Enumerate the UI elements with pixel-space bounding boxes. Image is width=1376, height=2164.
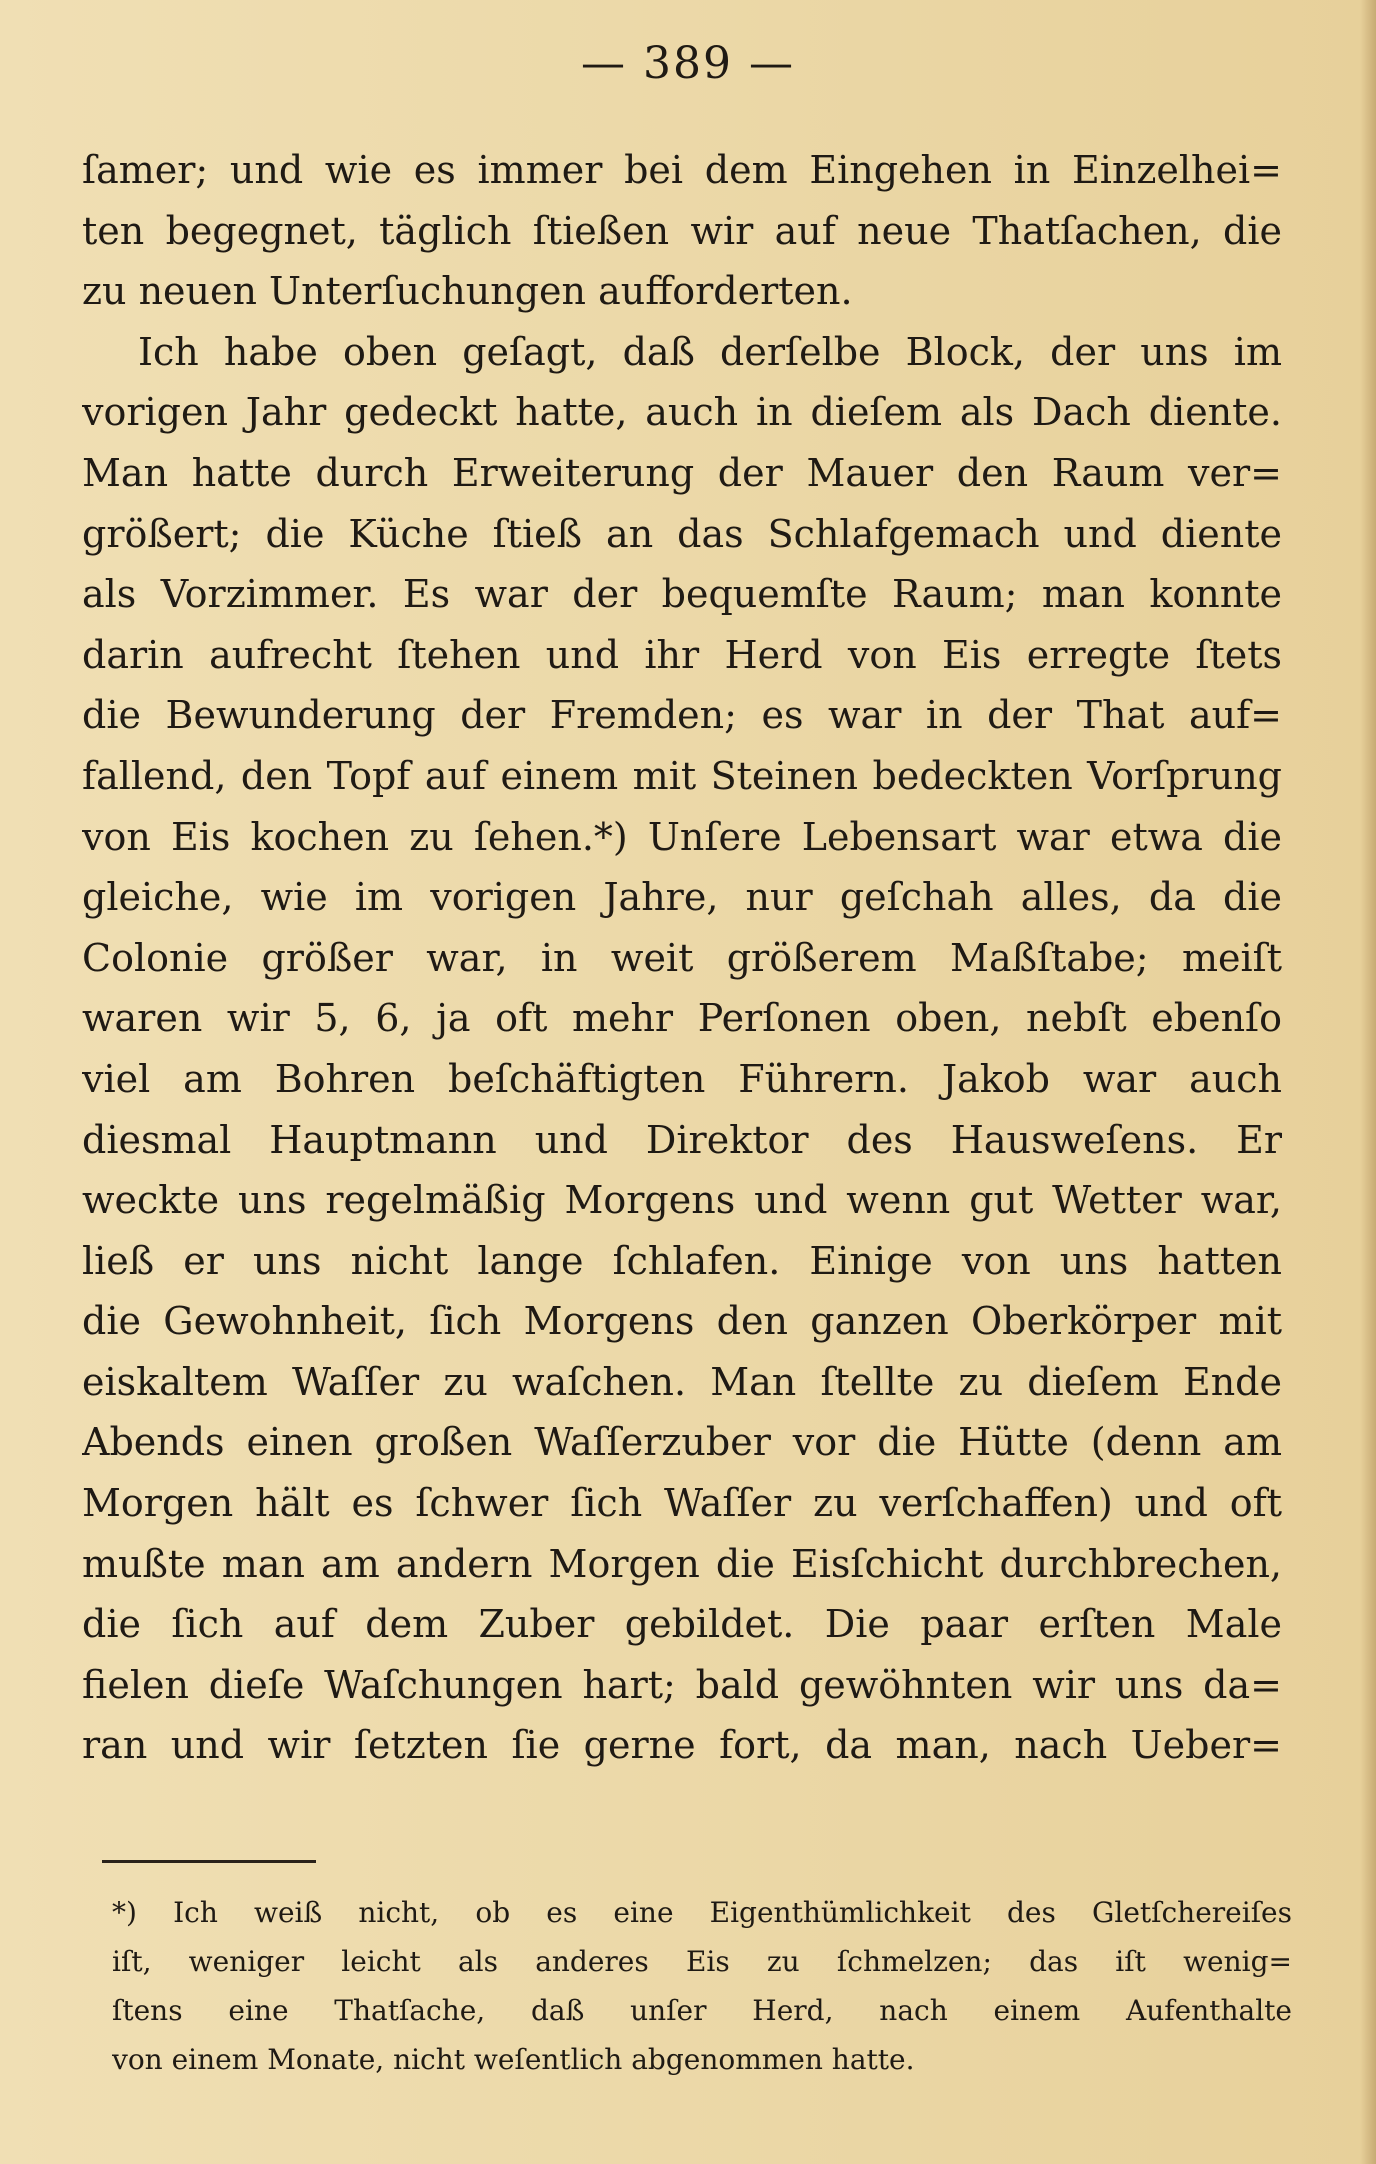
text-line: die Gewohnheit, ſich Morgens den ganzen Oberkörper mit <box>82 1299 1282 1344</box>
footnote-line: iſt, weniger leicht als anderes Eis zu ſchmelzen; das iſt wenig= <box>112 1945 1292 1978</box>
text-line: Ich habe oben geſagt, daß derſelbe Block, der uns im <box>138 329 1282 374</box>
text-line: die ſich auf dem Zuber gebildet. Die paar erſten Male <box>82 1602 1282 1647</box>
text-line: Abends einen großen Waſſerzuber vor die Hütte (denn am <box>82 1420 1282 1465</box>
text-line: darin aufrecht ſtehen und ihr Herd von Eis erregte ſtets <box>82 632 1282 677</box>
footnote <box>112 1888 1292 2084</box>
text-line: größert; die Küche ſtieß an das Schlafgemach und diente <box>82 511 1282 556</box>
text-line: viel am Bohren beſchäftigten Führern. Jakob war auch <box>82 1056 1282 1101</box>
page-edge-shadow <box>1360 0 1376 2164</box>
text-line: diesmal Hauptmann und Direktor des Hausweſens. Er <box>82 1117 1282 1162</box>
body-text <box>82 140 1282 1776</box>
text-line: ten begegnet, täglich ſtießen wir auf neue Thatſachen, die <box>82 208 1282 253</box>
text-line: ſamer; und wie es immer bei dem Eingehen in Einzelhei= <box>82 148 1282 192</box>
text-line: fielen dieſe Waſchungen hart; bald gewöhnten wir uns da= <box>82 1662 1282 1707</box>
text-line: Man hatte durch Erweiterung der Mauer den Raum ver= <box>82 450 1282 495</box>
text-line: ließ er uns nicht lange ſchlafen. Einige von uns hatten <box>82 1238 1282 1283</box>
text-line: mußte man am andern Morgen die Eisſchicht durchbrechen, <box>82 1541 1282 1586</box>
text-line: waren wir 5, 6, ja oft mehr Perſonen oben, nebſt ebenſo <box>82 996 1282 1041</box>
text-line: eiskaltem Waſſer zu waſchen. Man ſtellte zu dieſem Ende <box>82 1359 1282 1404</box>
text-line: vorigen Jahr gedeckt hatte, auch in dieſem als Dach diente. <box>82 390 1282 435</box>
text-line: gleiche, wie im vorigen Jahre, nur geſchah alles, da die <box>82 875 1282 920</box>
text-line: zu neuen Unterſuchungen aufforderten. <box>82 269 853 314</box>
text-line: weckte uns regelmäßig Morgens und wenn gut Wetter war, <box>82 1178 1282 1223</box>
page-number: — 389 — <box>581 38 795 89</box>
text-line: ran und wir ſetzten ſie gerne fort, da man, nach Ueber= <box>82 1723 1282 1768</box>
footnote-line: *) Ich weiß nicht, ob es eine Eigenthümlichkeit des Gletſchereiſes <box>112 1896 1292 1929</box>
text-line: von Eis kochen zu ſehen.*) Unſere Lebensart war etwa die <box>82 814 1282 859</box>
text-line: Morgen hält es ſchwer ſich Waſſer zu verſchaffen) und oft <box>82 1481 1282 1526</box>
footnote-line: von einem Monate, nicht weſentlich abgenommen hatte. <box>112 2043 915 2076</box>
footnote-line: ſtens eine Thatſache, daß unſer Herd, nach einem Aufenthalte <box>112 1994 1292 2027</box>
text-line: Colonie größer war, in weit größerem Maßſtabe; meiſt <box>82 935 1282 980</box>
text-line: fallend, den Topf auf einem mit Steinen bedeckten Vorſprung <box>82 753 1282 798</box>
footnote-divider <box>102 1860 316 1863</box>
text-line: als Vorzimmer. Es war der bequemſte Raum; man konnte <box>82 572 1282 617</box>
text-line: die Bewunderung der Fremden; es war in der That auf= <box>82 693 1282 738</box>
